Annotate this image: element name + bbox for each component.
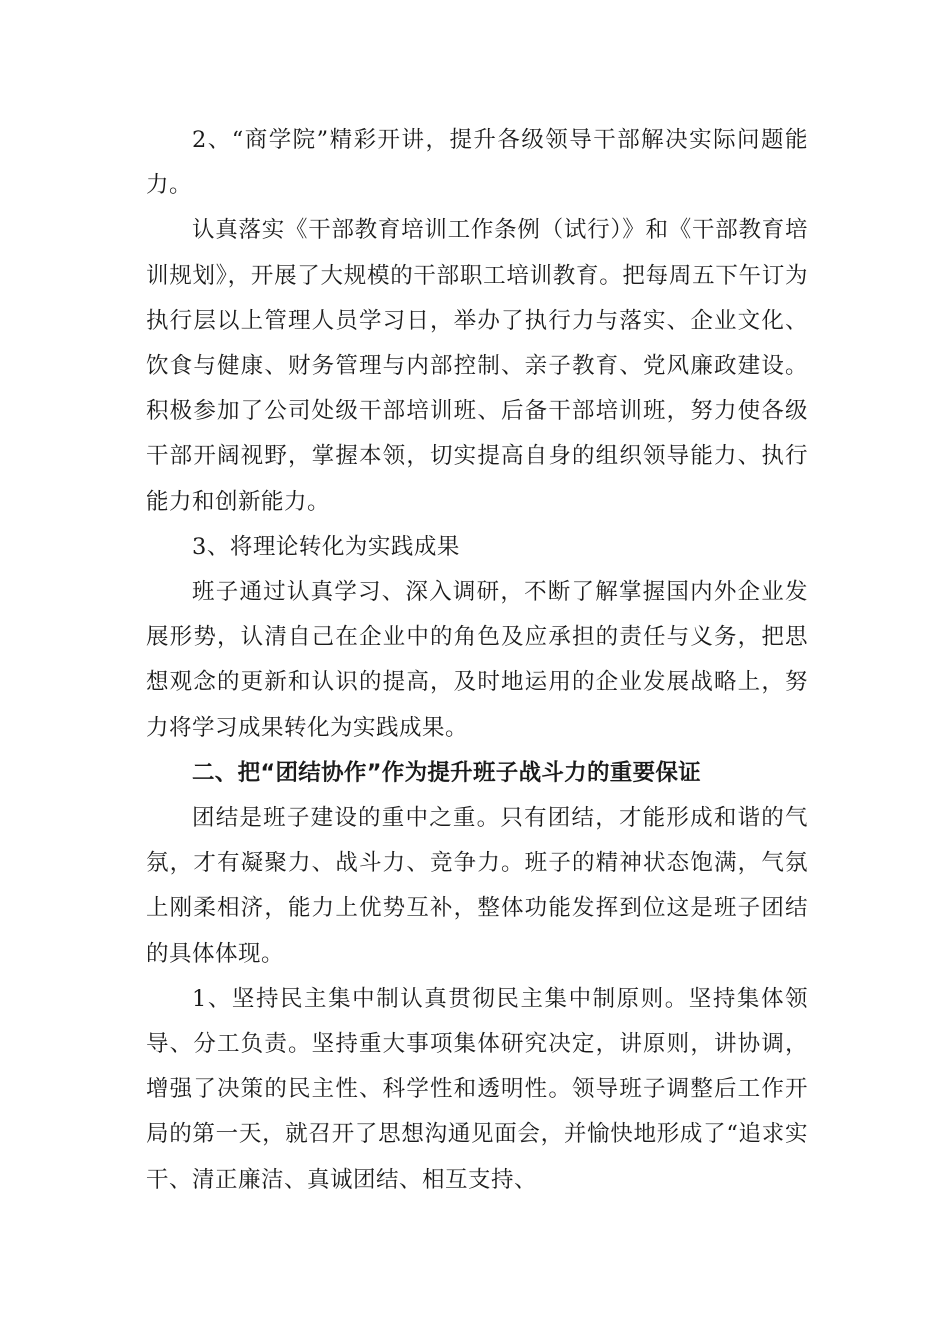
body-paragraph: 班子通过认真学习、深入调研，不断了解掌握国内外企业发展形势，认清自己在企业中的角色及应承担的责任与义务，把思想观念的更新和认识的提高，及时地运用的企业发展战略上，努力将学习成果转化为实践成果。 <box>146 579 808 741</box>
body-paragraph: 1、坚持民主集中制认真贯彻民主集中制原则。坚持集体领导、分工负责。坚持重大事项集体研究决定，讲原则，讲协调，增强了决策的民主性、科学性和透明性。领导班子调整后工作开局的第一天，就召开了思想沟通见面会，并愉快地形成了“追求实干、清正廉洁、真诚团结、相互支持、 <box>146 985 808 1193</box>
body-paragraph: 认真落实《干部教育培训工作条例（试行）》和《干部教育培训规划》，开展了大规模的干部职工培训教育。把每周五下午订为执行层以上管理人员学习日，举办了执行力与落实、企业文化、饮食与健康、财务管理与内部控制、亲子教育、党风廉政建设。积极参加了公司处级干部培训班、后备干部培训班，努力使各级干部开阔视野，掌握本领，切实提高自身的组织领导能力、执行能力和创新能力。 <box>146 217 808 515</box>
section-heading-2: 二、把“团结协作”作为提升班子战斗力的重要保证 <box>192 759 701 786</box>
document-page <box>146 118 808 1203</box>
subheading-item-3: 3、将理论转化为实践成果 <box>192 533 460 560</box>
subheading-item-2: 2、“商学院”精彩开讲，提升各级领导干部解决实际问题能力。 <box>146 127 808 199</box>
body-paragraph: 团结是班子建设的重中之重。只有团结，才能形成和谐的气氛，才有凝聚力、战斗力、竞争力。班子的精神状态饱满，气氛上刚柔相济，能力上优势互补，整体功能发挥到位这是班子团结的具体体现。 <box>146 805 808 967</box>
